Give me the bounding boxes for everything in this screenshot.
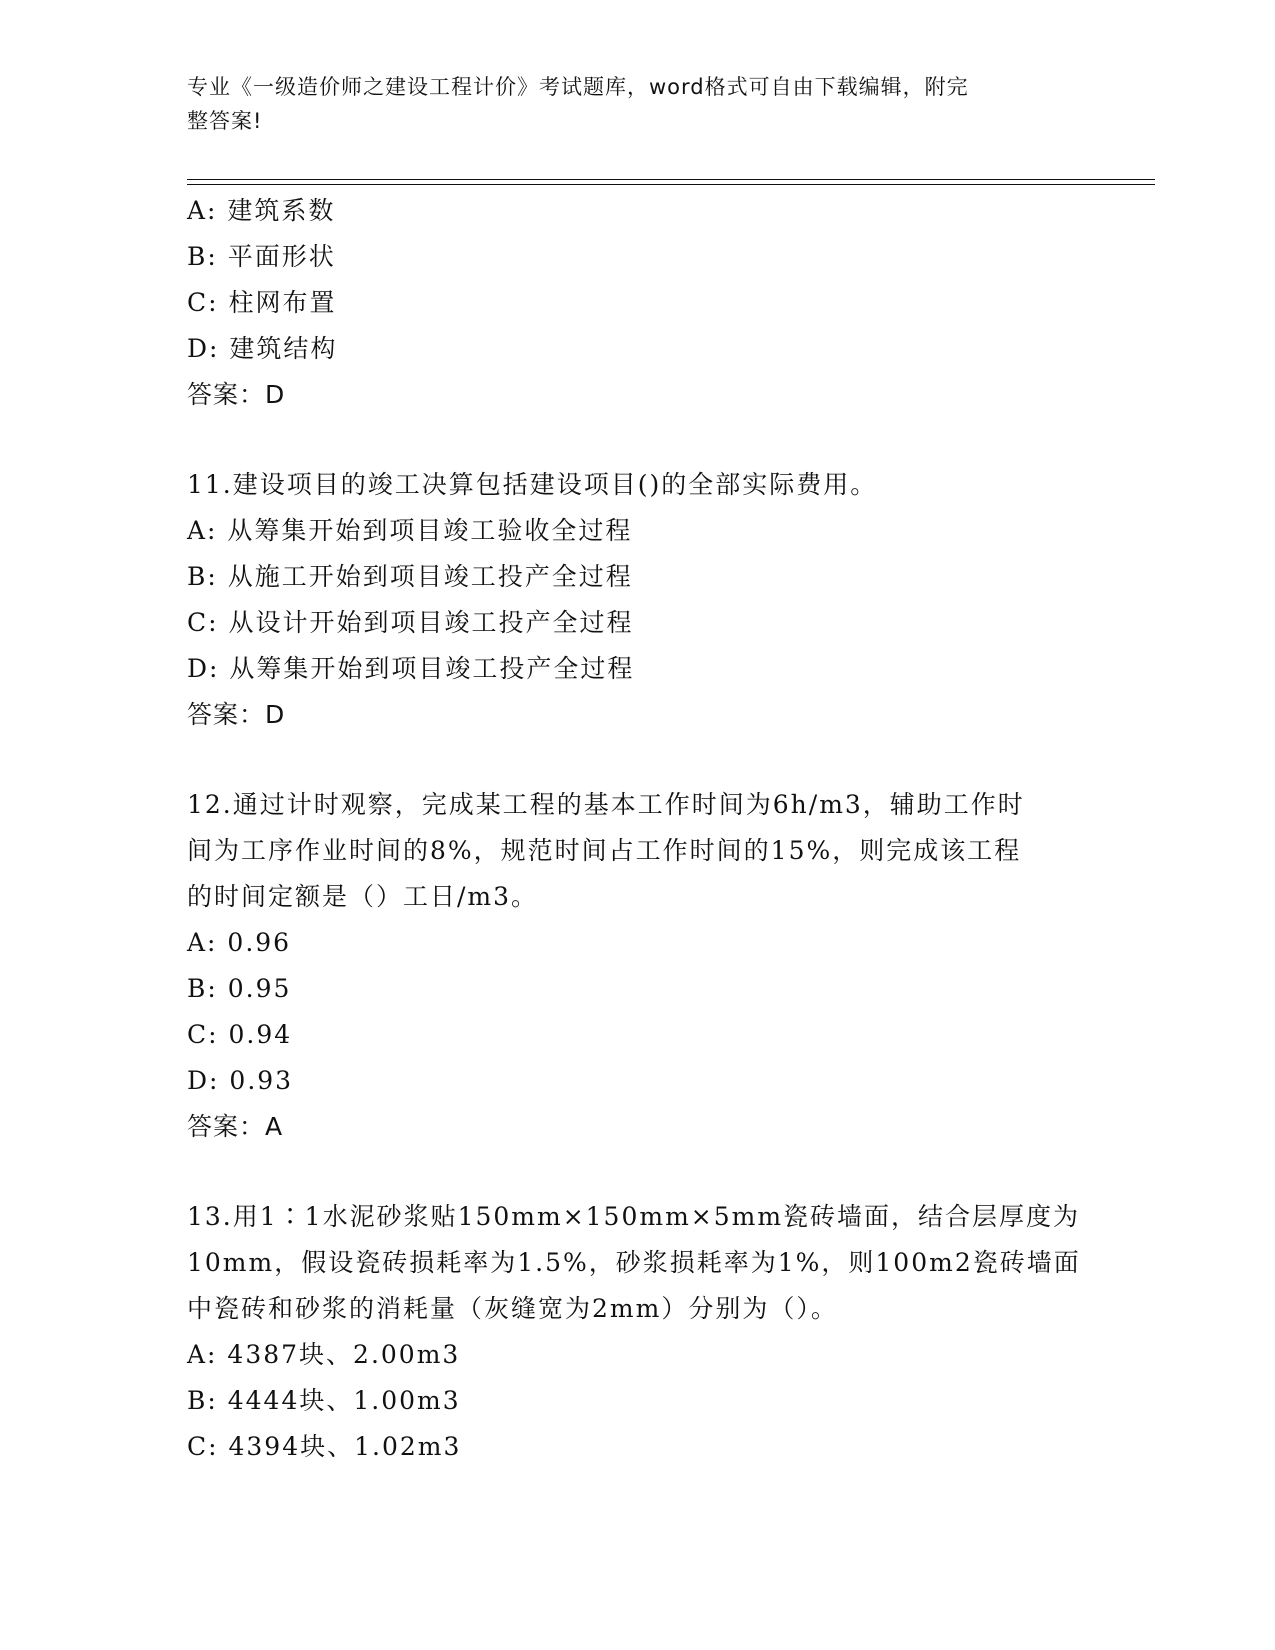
answer-line: 答案：D [187,380,286,409]
option-c: C: 柱网布置 [187,288,337,317]
option-d: D: 建筑结构 [187,334,338,363]
question-10-continued [187,188,1087,418]
spacer [187,738,1087,782]
header-divider-top [187,179,1155,180]
option-d: D: 0.93 [187,1066,294,1095]
question-11 [187,462,1087,738]
question-stem: 11.建设项目的竣工决算包括建设项目()的全部实际费用。 [187,470,878,499]
option-c: C: 0.94 [187,1020,293,1049]
option-b: B: 平面形状 [187,242,336,271]
option-b: B: 0.95 [187,974,292,1003]
question-stem-line-3: 中瓷砖和砂浆的消耗量（灰缝宽为2mm）分别为（）。 [187,1294,838,1323]
answer-line: 答案：A [187,1112,284,1141]
question-stem-line-2: 10mm，假设瓷砖损耗率为1.5%，砂浆损耗率为1%，则100m2瓷砖墙面 [187,1248,1081,1277]
option-a: A: 建筑系数 [187,196,336,225]
question-stem-line-2: 间为工序作业时间的8%，规范时间占工作时间的15%，则完成该工程 [187,836,1022,865]
header-divider-bottom [187,184,1155,185]
option-a: A: 从筹集开始到项目竣工验收全过程 [187,516,633,545]
question-stem-line-1: 12.通过计时观察，完成某工程的基本工作时间为6h/m3，辅助工作时 [187,790,1025,819]
document-header [187,70,1087,138]
answer-line: 答案：D [187,700,286,729]
option-a: A: 4387块、2.00m3 [187,1340,461,1369]
spacer [187,1150,1087,1194]
question-12 [187,782,1087,1150]
option-c: C: 4394块、1.02m3 [187,1432,462,1461]
spacer [187,418,1087,462]
question-stem-line-3: 的时间定额是（）工日/m3。 [187,882,539,911]
header-line-2: 整答案! [187,109,263,133]
option-d: D: 从筹集开始到项目竣工投产全过程 [187,654,635,683]
question-stem-line-1: 13.用1∶1水泥砂浆贴150mm×150mm×5mm瓷砖墙面，结合层厚度为 [187,1202,1081,1231]
question-content [187,188,1087,1470]
option-b: B: 从施工开始到项目竣工投产全过程 [187,562,633,591]
option-a: A: 0.96 [187,928,292,957]
option-b: B: 4444块、1.00m3 [187,1386,461,1415]
header-line-1: 专业《一级造价师之建设工程计价》考试题库，word格式可自由下载编辑，附完 [187,75,969,99]
option-c: C: 从设计开始到项目竣工投产全过程 [187,608,634,637]
question-13 [187,1194,1087,1470]
